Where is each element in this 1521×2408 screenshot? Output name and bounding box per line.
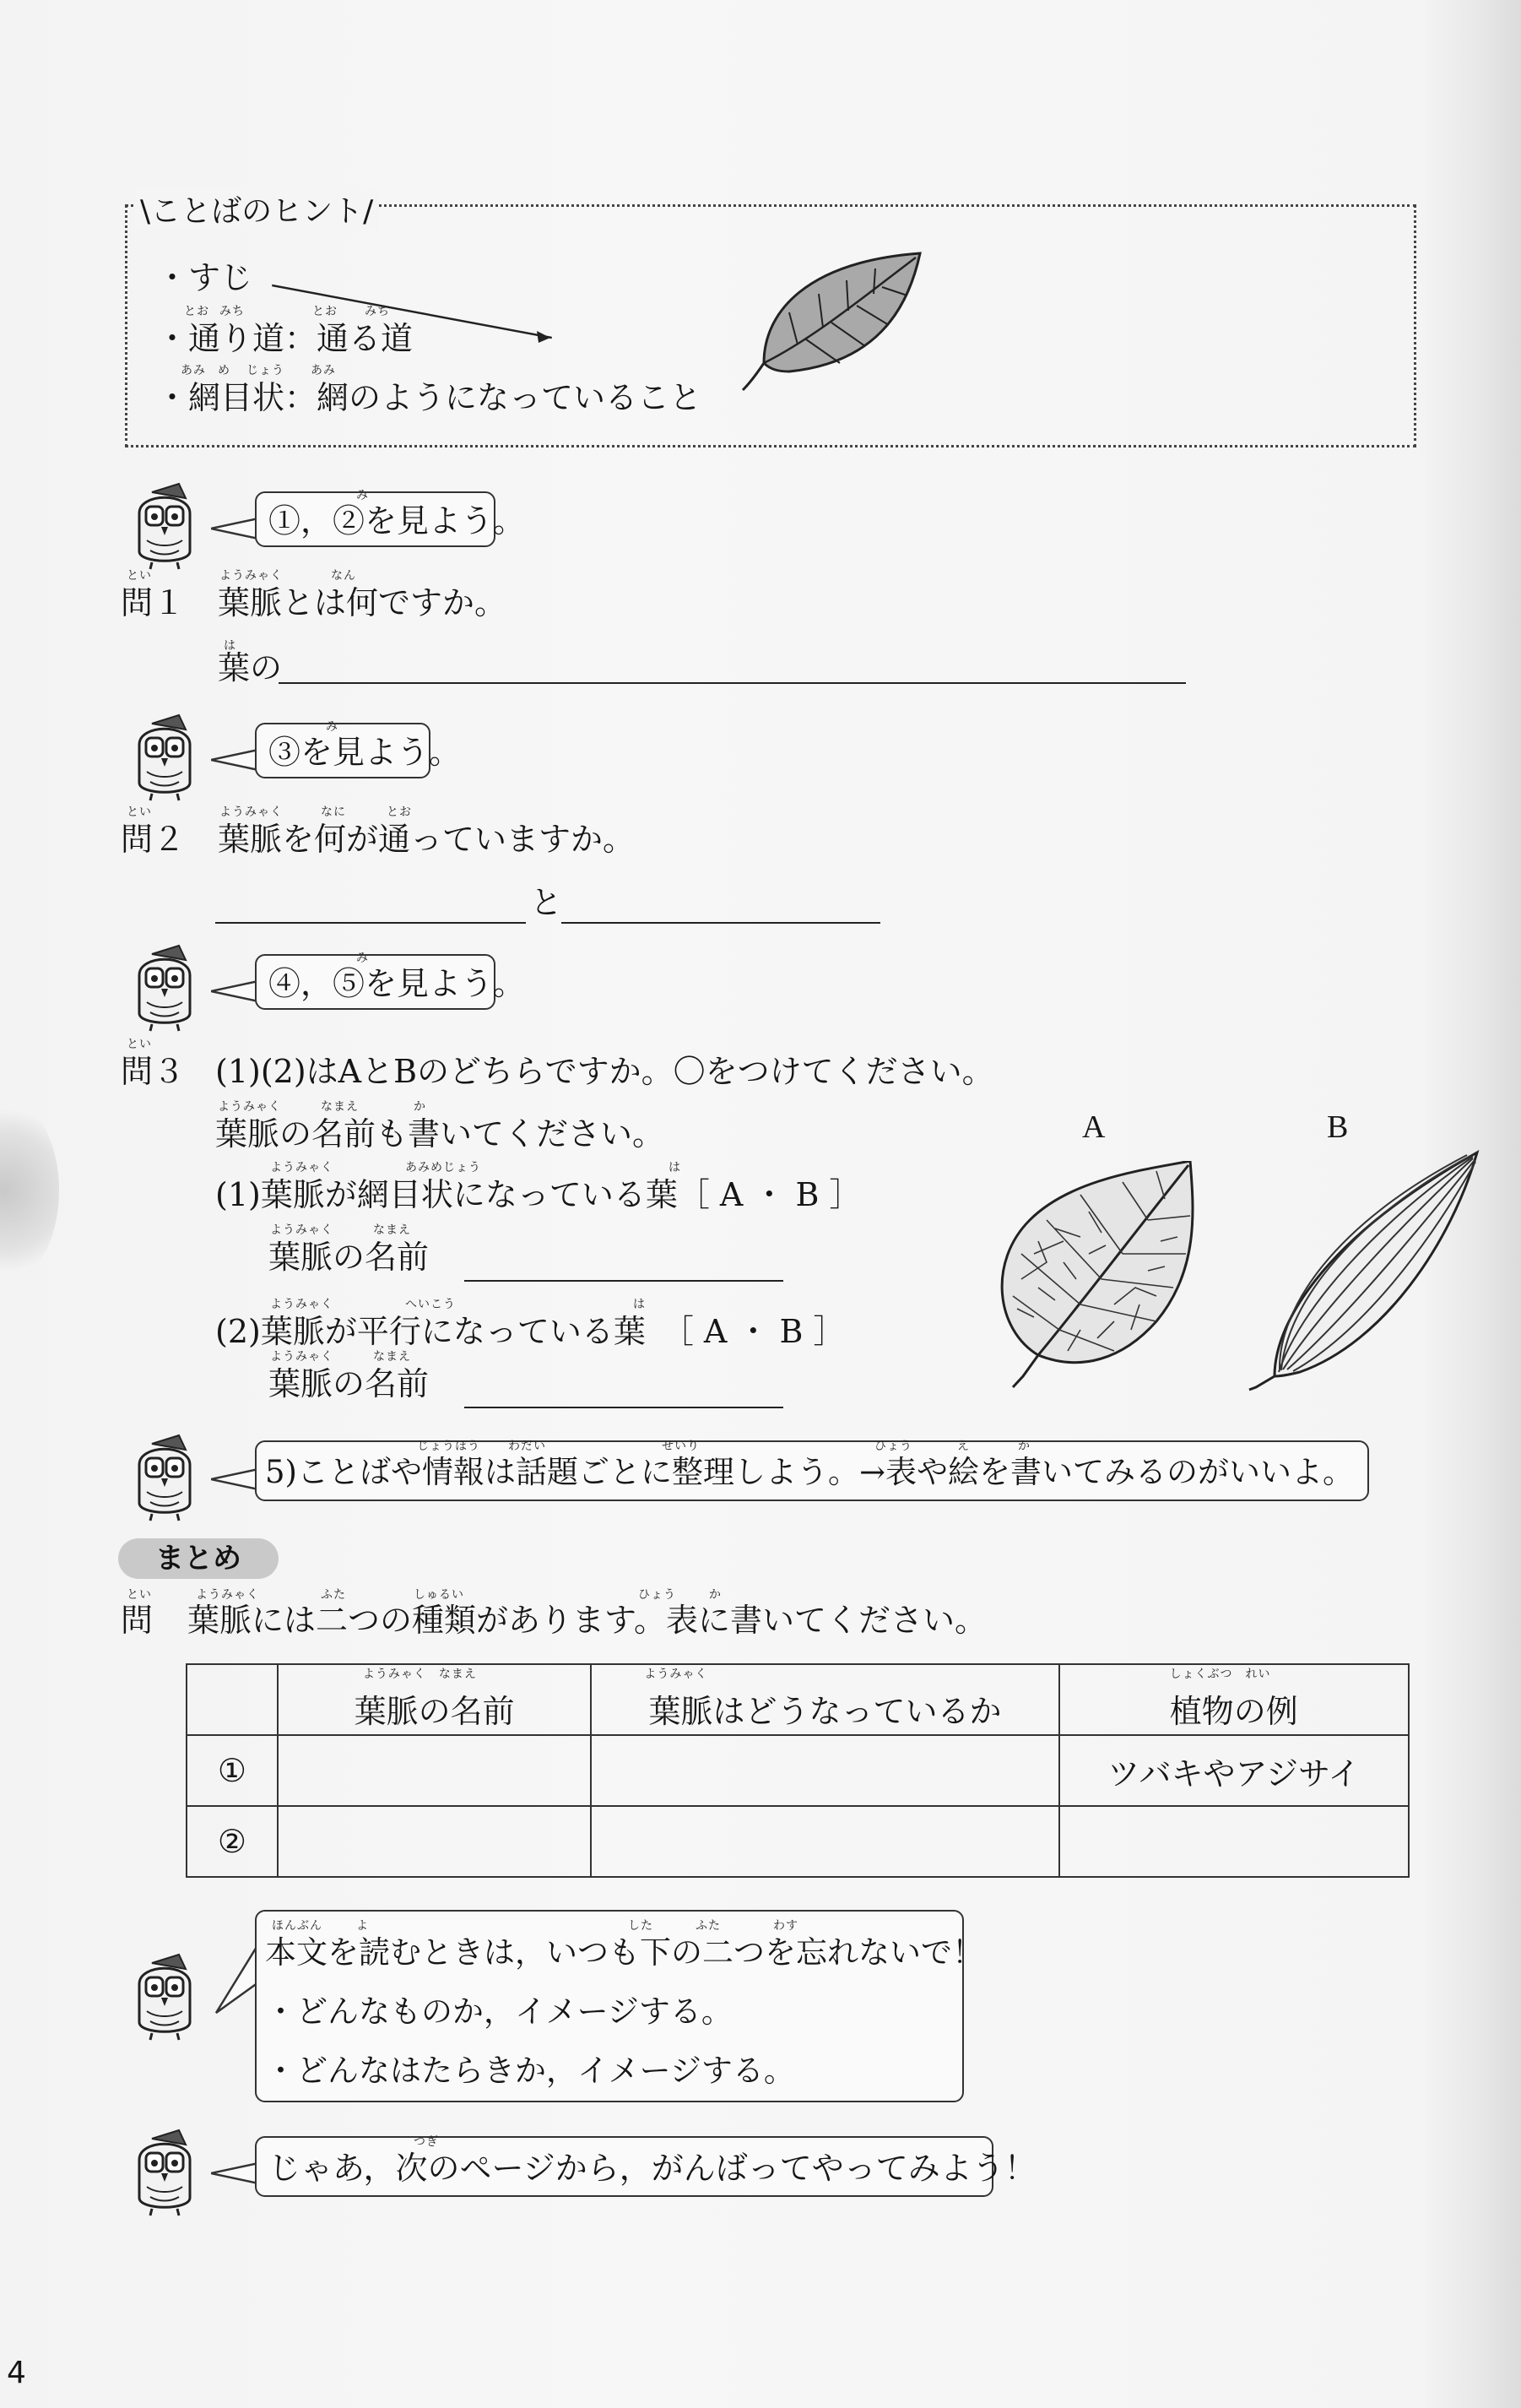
ruby: とお (387, 805, 412, 819)
table-header-cell (187, 1664, 278, 1735)
ruby: ようみゃく (270, 1161, 333, 1174)
q3-p1-name-line[interactable] (464, 1280, 783, 1282)
ruby: ようみゃく (270, 1298, 333, 1311)
hint-title: \ことばのヒント/ (135, 187, 378, 230)
leaf-icon-grey (739, 236, 941, 405)
q2-answer-line-1[interactable] (215, 922, 526, 924)
ruby: とい (127, 1588, 152, 1602)
ruby: あみめじょう (405, 1161, 481, 1174)
speech-bubble-5 (255, 1910, 983, 2102)
q3-p2-name-line[interactable] (464, 1407, 783, 1408)
ruby: み (326, 720, 338, 734)
ruby: は (668, 1161, 681, 1174)
ruby: よ (356, 1919, 369, 1933)
ruby: み (356, 489, 369, 502)
bubble5-line1: 本文を読むときは，いつも下の二つを忘れないで！ (265, 1934, 983, 1971)
summary-text: 葉脈には二つの種類があります。表に書いてください。 (187, 1602, 987, 1639)
ruby: ようみゃく (219, 569, 283, 583)
ruby: みち (219, 305, 245, 318)
ruby: じょうほう (417, 1440, 480, 1453)
owl-icon (118, 711, 211, 804)
ruby: なまえ (373, 1350, 411, 1364)
ruby: なん (331, 569, 356, 583)
ruby: め (218, 364, 230, 377)
ruby: つぎ (414, 2135, 439, 2149)
bubble-pointer (211, 1942, 262, 2018)
owl-icon (118, 1431, 211, 1524)
table-header-cell: しょくぶつ れい 植物の例 (1059, 1664, 1409, 1735)
table-cell-input[interactable] (1059, 1806, 1409, 1877)
bubble-pointer (211, 2161, 262, 2187)
bubble-pointer (211, 517, 262, 542)
q3-p2[interactable]: (2)葉脈が平行になっている葉 ［ A ・ B ］ (215, 1313, 846, 1350)
table-cell-input[interactable] (278, 1735, 591, 1806)
ruby: み (356, 952, 369, 965)
ruby: か (709, 1588, 722, 1602)
q3-p1-name-label: 葉脈の名前 (268, 1239, 430, 1276)
q1-answer-prefix: 葉の (218, 649, 283, 686)
speech-bubble-3: ④，⑤を見よう。 み (255, 954, 495, 1010)
ruby: しゅるい (414, 1588, 464, 1602)
q3-p2-name-label: 葉脈の名前 (268, 1365, 430, 1402)
ruby: とお (184, 305, 209, 318)
hint-item-suji: ・すじ (156, 259, 253, 296)
owl-icon (118, 480, 211, 572)
ruby: あみ (311, 364, 336, 377)
table-header-cell: ようみゃく なまえ 葉脈の名前 (278, 1664, 591, 1735)
table-cell: ツバキやアジサイ (1059, 1735, 1409, 1806)
table-cell: ② (187, 1806, 278, 1877)
hint-item-toorimichi: ・通り道：通る道 (156, 320, 414, 357)
leaf-b-label: B (1327, 1109, 1349, 1145)
ruby: ようみゃく (196, 1588, 259, 1602)
speech-bubble-4: 5)ことばや情報は話題ごとに整理しよう。→表や絵を書いてみるのがいいよ。 じょうほう わだい せいり ひょう え か (255, 1440, 1369, 1501)
owl-icon (118, 2126, 211, 2219)
ruby: ようみゃく (270, 1223, 333, 1237)
summary-heading: まとめ (118, 1538, 279, 1579)
ruby: なまえ (373, 1223, 411, 1237)
summary-label: 問 (121, 1602, 154, 1639)
ruby: か (1018, 1440, 1031, 1453)
ruby: した (628, 1919, 653, 1933)
hint-arrow (270, 253, 625, 405)
q1-label: 問１ (121, 584, 186, 621)
ruby: ふた (696, 1919, 721, 1933)
ruby: とお (312, 305, 338, 318)
ruby: なまえ (321, 1100, 359, 1114)
ruby: とい (127, 569, 152, 583)
summary-table (186, 1663, 1410, 1878)
ruby: なに (321, 805, 346, 819)
ruby: ひょう (874, 1440, 912, 1453)
ruby: は (224, 639, 236, 653)
speech-bubble-1: ①，②を見よう。 み (255, 491, 495, 547)
table-cell-input[interactable] (278, 1806, 591, 1877)
ruby: わだい (508, 1440, 546, 1453)
q2-answer-line-2[interactable] (561, 922, 880, 924)
ruby: か (414, 1100, 426, 1114)
speech-bubble-2: ③を見よう。 み (255, 723, 430, 778)
ruby: あみ (181, 364, 206, 377)
ruby: ようみゃく (219, 805, 283, 819)
ruby: へいこう (405, 1298, 456, 1311)
q2-label: 問２ (121, 821, 186, 858)
q3-line1: (1)(2)はAとBのどちらですか。〇をつけてください。 (215, 1053, 994, 1090)
table-cell-input[interactable] (591, 1735, 1058, 1806)
ruby: ふた (321, 1588, 346, 1602)
ruby: せいり (662, 1440, 700, 1453)
hint-item-amimejou: ・網目状：網のようになっていること (156, 379, 702, 416)
leaf-a-label: A (1082, 1109, 1106, 1145)
ruby: ひょう (638, 1588, 676, 1602)
q3-p1[interactable]: (1)葉脈が網目状になっている葉［ A ・ B ］ (215, 1176, 862, 1213)
ruby: みち (365, 305, 390, 318)
table-row (187, 1806, 1409, 1877)
q1-answer-line[interactable] (279, 682, 1186, 684)
q2-text: 葉脈を何が通っていますか。 (218, 821, 636, 858)
owl-icon (118, 941, 211, 1034)
table-row (187, 1735, 1409, 1806)
q2-and: と (530, 884, 563, 921)
speech-bubble-6: つぎ じゃあ，次のページから，がんばってやってみよう！ (255, 2136, 993, 2197)
table-cell: ① (187, 1735, 278, 1806)
bubble5-line3: ・どんなはたらきか，イメージする。 (265, 2053, 795, 2089)
owl-icon (118, 1950, 211, 2043)
ruby: え (957, 1440, 970, 1453)
bubble-pointer (211, 748, 262, 773)
table-header-row (187, 1664, 1409, 1735)
ruby: ようみゃく (270, 1350, 333, 1364)
leaf-a-netted-vein-icon (988, 1161, 1207, 1397)
ruby: とい (127, 1038, 152, 1051)
ruby: わす (773, 1919, 798, 1933)
ruby: ようみゃく (218, 1100, 281, 1114)
bubble-pointer (211, 1467, 262, 1493)
table-cell-input[interactable] (591, 1806, 1058, 1877)
page-number: 4 (7, 2356, 26, 2390)
table-header-cell: ようみゃく 葉脈はどうなっているか (591, 1664, 1058, 1735)
ruby: じょう (246, 364, 284, 377)
q3-line2: 葉脈の名前も書いてください。 (215, 1115, 665, 1152)
ruby: ほんぶん (272, 1919, 322, 1933)
ruby: とい (127, 805, 152, 819)
bubble5-line2: ・どんなものか，イメージする。 (265, 1993, 733, 2030)
ruby: は (633, 1298, 646, 1311)
leaf-b-parallel-vein-icon (1241, 1148, 1494, 1393)
q3-label: 問３ (121, 1053, 186, 1090)
bubble-pointer (211, 979, 262, 1005)
q1-text: 葉脈とは何ですか。 (218, 584, 507, 621)
